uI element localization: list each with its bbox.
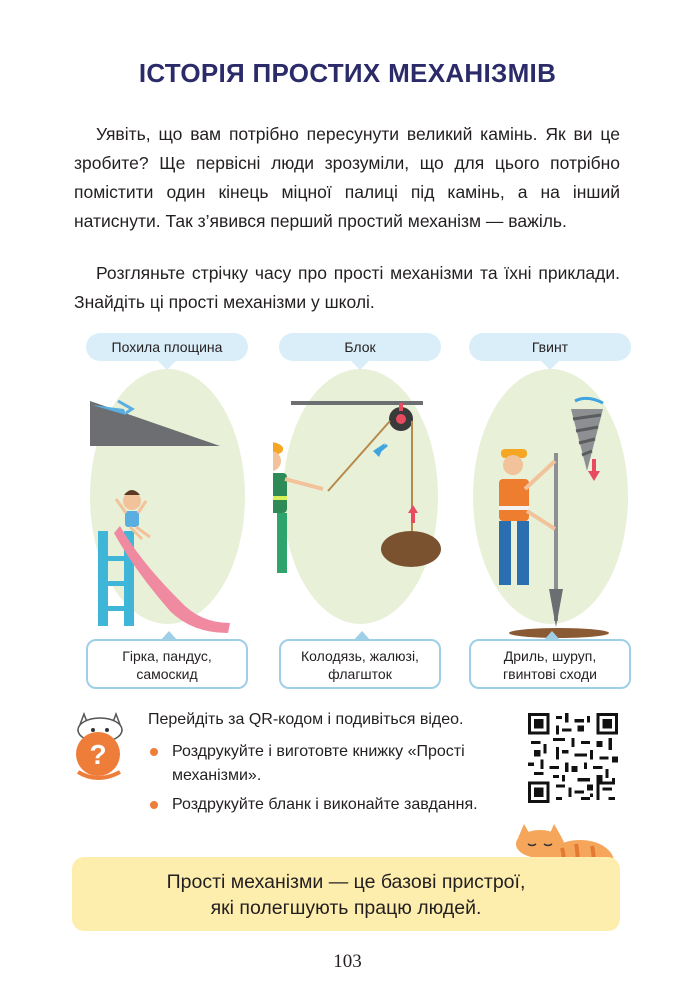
caption-line: гвинтові сходи bbox=[503, 666, 597, 682]
caption-line: Дриль, шуруп, bbox=[503, 648, 597, 664]
caption-screw bbox=[469, 639, 631, 689]
page-number: 103 bbox=[333, 951, 362, 972]
cat-question-icon bbox=[68, 708, 136, 784]
summary-note-text bbox=[72, 869, 620, 921]
caption-line: Колодязь, жалюзі, bbox=[301, 648, 419, 664]
note-line: Прості механізми — це базові пристрої, bbox=[166, 871, 526, 893]
label-inclined-plane: Похила площина bbox=[86, 333, 248, 361]
bullet-item bbox=[148, 793, 520, 817]
panel-inclined-plane bbox=[80, 333, 255, 693]
caption-line: Гірка, пандус, bbox=[122, 648, 212, 664]
qr-code[interactable] bbox=[528, 713, 618, 803]
label-screw: Гвинт bbox=[469, 333, 631, 361]
qr-intro-text: Перейдіть за QR-кодом і подивіться відео. bbox=[148, 711, 464, 728]
intro-paragraph: Уявіть, що вам потрібно пересунути великий камінь. Як ви це зробите? Ще первісні люди зрозуміли, що для цього потрібно помістити один кінець міцної палиці під камінь, а на інший натиснути. Так з’явився перший простий механізм — важіль. bbox=[74, 124, 620, 231]
bullet-dot bbox=[150, 748, 158, 756]
instruction-paragraph: Розгляньте стрічку часу про прості механізми та їхні приклади. Знайдіть ці прості механізми у школі. bbox=[74, 263, 620, 312]
slide-illustration bbox=[80, 361, 255, 641]
svg-text:?: ? bbox=[89, 739, 107, 770]
label-pulley: Блок bbox=[279, 333, 441, 361]
caption-line: самоскид bbox=[136, 666, 198, 682]
note-line: які полегшують працю людей. bbox=[210, 897, 482, 919]
page-title: ІСТОРІЯ ПРОСТИХ МЕХАНІЗМІВ bbox=[138, 58, 557, 88]
panel-pulley bbox=[273, 333, 448, 693]
bullet-item bbox=[148, 740, 520, 788]
caption-line: флагшток bbox=[328, 666, 392, 682]
panel-screw bbox=[463, 333, 638, 693]
caption-pulley bbox=[279, 639, 441, 689]
bullet-text: Роздрукуйте бланк і виконайте завдання. bbox=[172, 796, 478, 813]
screw-illustration bbox=[463, 361, 638, 641]
bullet-dot bbox=[150, 801, 158, 809]
caption-inclined-plane bbox=[86, 639, 248, 689]
pulley-illustration bbox=[273, 361, 448, 641]
bullet-text: Роздрукуйте і виготовте книжку «Прості механізми». bbox=[172, 743, 465, 784]
